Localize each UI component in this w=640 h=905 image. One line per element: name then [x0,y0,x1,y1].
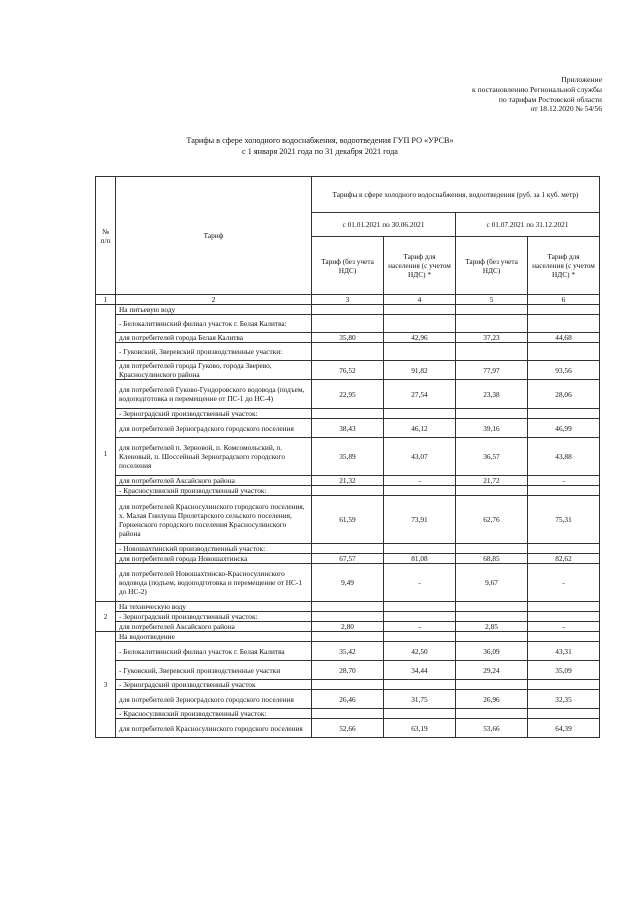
row-label: На водоотведение [116,632,312,642]
section-number: 1 [96,305,116,602]
approval-line: Приложение [561,75,602,84]
tariff-value: - [528,476,600,486]
table-row [96,476,600,486]
tariff-value [528,709,600,719]
tariff-value: 27,54 [384,380,456,409]
tariff-value [384,680,456,690]
tariff-value: 91,82 [384,361,456,380]
tariff-value [384,343,456,361]
tariff-value [312,486,384,496]
tariff-value: 73,91 [384,496,456,544]
row-label: - Белокалитвинский филиал участок г. Белая Калитва: [116,315,312,333]
tariff-value [456,602,528,612]
approval-line: по тарифам Ростовской области [498,94,602,104]
column-number: 6 [528,295,600,305]
tariff-value: 34,44 [384,661,456,680]
tariff-value: 53,66 [456,719,528,738]
tariff-value: 43,31 [528,642,600,661]
tariff-value: 26,46 [312,690,384,709]
tariff-value: 44,68 [528,333,600,343]
table-row [96,419,600,438]
col-header-no-vat: Тариф (без учета НДС) [312,237,384,295]
tariff-value: 9,49 [312,564,384,602]
tariff-value [312,709,384,719]
tariff-value: 64,39 [528,719,600,738]
row-label: - Зерноградский производственный участок [116,680,312,690]
col-header-population-vat: Тариф для населения (с учетом НДС) * [384,237,456,295]
tariff-value: - [384,476,456,486]
tariff-value [384,305,456,315]
tariff-value: 93,56 [528,361,600,380]
section-number: 2 [96,602,116,632]
row-label: - Красносулинский производственный участок: [116,486,312,496]
row-label: для потребителей Гуково-Гундоровского водовода (подъем, водоподготовка и перемещение от ПС-1 до НС-4) [116,380,312,409]
tariff-value: 62,76 [456,496,528,544]
tariff-value [312,343,384,361]
tariff-value [456,343,528,361]
row-label: для потребителей Красносулинского городского поселения, х. Малая Гнилуша Пролетарского сельского поселения, Горненского городского поселения Красносулинского района [116,496,312,544]
tariff-value: 42,50 [384,642,456,661]
approval-line: от 18.12.2020 № 54/56 [530,104,602,114]
tariff-value: 28,70 [312,661,384,680]
col-header-tariff: Тариф [116,177,312,295]
tariff-value [528,680,600,690]
section-number: 3 [96,632,116,738]
row-label: - Новошахтинский производственный участок: [116,544,312,554]
tariff-value: 35,89 [312,438,384,476]
title-period: с 1 января 2021 года по 31 декабря 2021 года [242,146,398,156]
tariff-value [384,315,456,333]
tariff-value [456,315,528,333]
table-row [96,642,600,661]
tariff-value: 28,06 [528,380,600,409]
tariff-value: 35,42 [312,642,384,661]
tariff-value [312,409,384,419]
table-row [96,315,600,333]
row-label: для потребителей Новошахтинско-Красносулинского водовода (подъем, водоподготовка и перемещение от НС-1 до НС-2) [116,564,312,602]
tariff-value [312,680,384,690]
tariff-value [528,544,600,554]
tariff-value [384,632,456,642]
tariff-value [384,486,456,496]
column-number: 5 [456,295,528,305]
tariff-value: - [528,622,600,632]
tariff-value: 67,57 [312,554,384,564]
row-label: для потребителей города Гуково, города Зверево, Красносулинского района [116,361,312,380]
tariff-value: 52,66 [312,719,384,738]
tariff-value: 63,19 [384,719,456,738]
row-label: - Гуковский, Зверевский производственные участки: [116,343,312,361]
tariff-value: 36,57 [456,438,528,476]
table-body [96,305,600,738]
row-label: для потребителей Красносулинского городского поселения [116,719,312,738]
table-row [96,602,600,612]
table-row [96,380,600,409]
tariff-value: 81,08 [384,554,456,564]
tariff-value: 43,88 [528,438,600,476]
tariff-value [384,544,456,554]
column-number: 1 [96,295,116,305]
tariff-value: 31,75 [384,690,456,709]
tariff-value: 2,85 [456,622,528,632]
table-row [96,554,600,564]
tariff-value: 9,67 [456,564,528,602]
tariff-value: 21,32 [312,476,384,486]
row-label: для потребителей Зерноградского городского поселения [116,690,312,709]
table-row [96,564,600,602]
col-header-period2: с 01.07.2021 по 31.12.2021 [456,213,600,237]
col-header-no-vat: Тариф (без учета НДС) [456,237,528,295]
row-label: для потребителей Аксайского района [116,622,312,632]
table-row [96,661,600,680]
tariff-value: 22,95 [312,380,384,409]
tariff-value [456,612,528,622]
tariff-value [456,709,528,719]
table-row [96,333,600,343]
row-label: На техническую воду [116,602,312,612]
table-row [96,612,600,622]
tariff-value: 46,12 [384,419,456,438]
tariff-value: 76,52 [312,361,384,380]
tariff-value [384,602,456,612]
tariff-value: 35,09 [528,661,600,680]
table-row [96,544,600,554]
tariff-value [384,409,456,419]
column-number: 3 [312,295,384,305]
tariff-value: 37,23 [456,333,528,343]
title-line: Тарифы в сфере холодного водоснабжения, водоотведения ГУП РО «УРСВ» [186,136,454,145]
tariff-value [312,612,384,622]
row-label: - Зерноградский производственный участок: [116,612,312,622]
tariff-value [312,305,384,315]
tariff-value: 21,72 [456,476,528,486]
tariff-value [312,544,384,554]
column-number: 4 [384,295,456,305]
table-row [96,496,600,544]
document-title [0,136,640,157]
tariff-value: 82,62 [528,554,600,564]
tariff-value [456,486,528,496]
tariff-value [312,315,384,333]
tariff-value: 29,24 [456,661,528,680]
table-row [96,622,600,632]
row-label: для потребителей п. Зерновой, п. Комсомольский, п. Кленовый, п. Шоссейный Зерноградского городского поселения [116,438,312,476]
table-row [96,719,600,738]
row-label: - Гуковский, Зверевский производственные участки [116,661,312,680]
table-row [96,632,600,642]
tariff-value [528,612,600,622]
tariff-value [384,709,456,719]
tariff-value [312,632,384,642]
col-header-population-vat: Тариф для населения (с учетом НДС) * [528,237,600,295]
tariff-value [528,486,600,496]
column-number-row [96,295,600,305]
row-label: для потребителей Аксайского района [116,476,312,486]
tariff-value [528,305,600,315]
tariff-value [456,544,528,554]
table-row [96,709,600,719]
row-label: для потребителей города Новошахтинска [116,554,312,564]
tariff-value: 35,80 [312,333,384,343]
tariff-value [528,343,600,361]
tariff-value [456,409,528,419]
approval-line: к постановлению Региональной службы [471,84,602,94]
tariff-value: 2,80 [312,622,384,632]
row-label: - Белокалитвинский филиал участок г. Белая Калитва [116,642,312,661]
tariff-value: 23,38 [456,380,528,409]
table-row [96,305,600,315]
tariff-value: - [384,622,456,632]
tariff-value: 68,85 [456,554,528,564]
tariff-value [384,612,456,622]
table-row [96,409,600,419]
tariff-value: 42,96 [384,333,456,343]
tariff-value: 61,59 [312,496,384,544]
table-row [96,680,600,690]
tariff-value [456,305,528,315]
tariff-value: 43,07 [384,438,456,476]
table-row [96,690,600,709]
approval-block [472,75,602,114]
tariff-value: 46,99 [528,419,600,438]
tariff-value: 77,97 [456,361,528,380]
row-label: - Зерноградский производственный участок: [116,409,312,419]
row-label: для потребителей города Белая Калитва [116,333,312,343]
table-row [96,343,600,361]
tariff-table [95,176,600,738]
tariff-value [528,409,600,419]
table-head [96,177,600,305]
tariff-value: 26,96 [456,690,528,709]
tariff-value [528,602,600,612]
table-row [96,486,600,496]
tariff-value: 39,16 [456,419,528,438]
col-header-num: № п/п [96,177,116,295]
tariff-value [528,315,600,333]
tariff-value: - [384,564,456,602]
tariff-value: 36,09 [456,642,528,661]
tariff-value: - [528,564,600,602]
row-label: для потребителей Зерноградского городского поселения [116,419,312,438]
col-header-period1: с 01.01.2021 по 30.06.2021 [312,213,456,237]
tariff-value: 75,31 [528,496,600,544]
table-row [96,438,600,476]
tariff-value [456,680,528,690]
tariff-value: 32,35 [528,690,600,709]
tariff-value [528,632,600,642]
col-header-group: Тарифы в сфере холодного водоснабжения, водоотведения (руб. за 1 куб. метр) [312,177,600,213]
row-label: На питьевую воду [116,305,312,315]
tariff-value [456,632,528,642]
table-row [96,361,600,380]
column-number: 2 [116,295,312,305]
row-label: - Красносулинский производственный участок: [116,709,312,719]
tariff-value [312,602,384,612]
tariff-value: 38,43 [312,419,384,438]
